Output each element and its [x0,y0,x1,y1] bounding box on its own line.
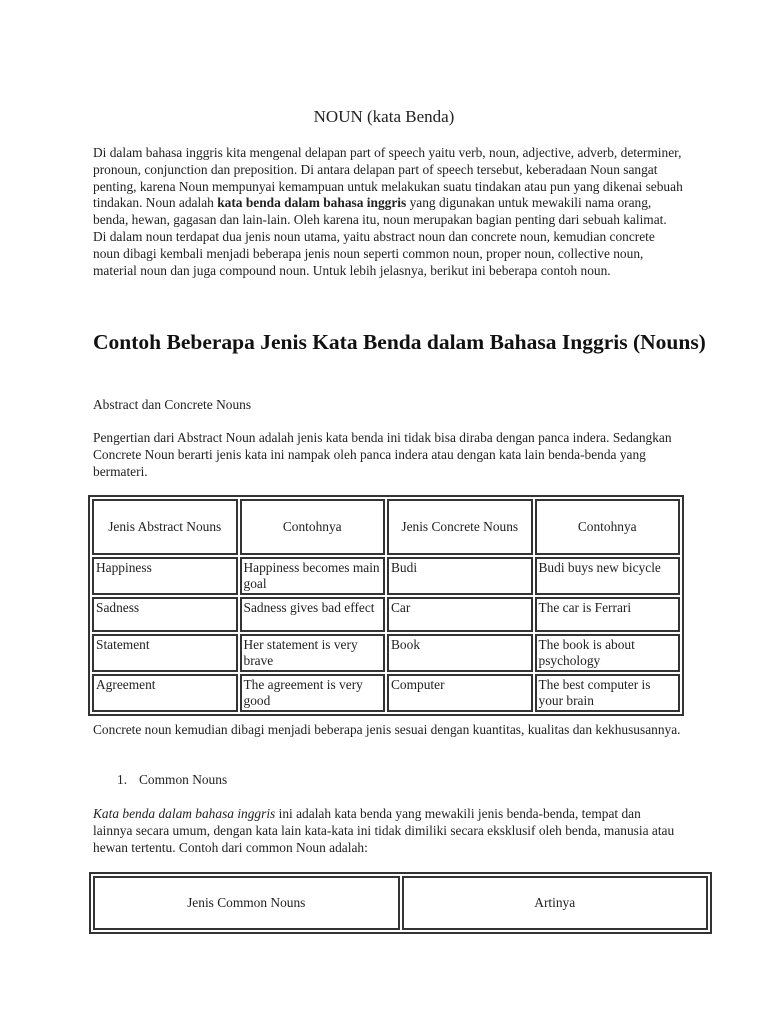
common-italic-term: Kata benda dalam bahasa inggris [93,806,276,821]
table-cell: Budi [387,557,533,595]
page-title: NOUN (kata Benda) [313,107,455,126]
table-cell: The agreement is very good [240,674,386,712]
common-noun-paragraph [93,806,683,856]
table-cell: Her statement is very brave [240,634,386,672]
common-table-header-cell: Artinya [402,876,709,930]
list-label: Common Nouns [139,772,228,787]
table-cell: Book [387,634,533,672]
table-cell: Happiness becomes main goal [240,557,386,595]
intro-text-1: Di dalam bahasa inggris kita mengenal delapan part of speech yaitu verb, noun, adjective, adverb, determiner, pronoun, conjunction dan preposition. Di antara delapan part of speech tersebut, keberadaan Noun sangat penting, karena Noun mempunyai kemampuan untuk melakukan suatu tindakan atau pun yang dikenai sebuah tindakan. Noun adalah [93,145,683,211]
list-item-common-nouns [117,772,227,788]
table-row [92,597,680,632]
table-cell: Car [387,597,533,632]
table-cell: Sadness gives bad effect [240,597,386,632]
subheading: Abstract dan Concrete Nouns [93,397,252,412]
table-cell: Computer [387,674,533,712]
common-table-header-row [93,876,708,930]
list-number: 1. [117,772,128,787]
common-table-header-cell: Jenis Common Nouns [93,876,400,930]
table-row [92,557,680,595]
table-cell: The car is Ferrari [535,597,681,632]
intro-bold-term: kata benda dalam bahasa inggris [217,195,407,211]
table-header-cell: Jenis Abstract Nouns [92,499,238,555]
table-cell: The book is about psychology [535,634,681,672]
common-text: ini adalah kata benda yang mewakili jenis benda-benda, tempat dan lainnya secara umum, dengan kata lain kata-kata ini tidak dimiliki secara eksklusif oleh benda, manusia atau hewan tertentu. Contoh dari common Noun adalah: [93,806,675,855]
table-header-cell: Contohnya [535,499,681,555]
intro-paragraph [93,145,683,279]
table-row [92,634,680,672]
intro-text-2: yang digunakan untuk mewakili nama orang, benda, hewan, gagasan dan lain-lain. Oleh karena itu, noun merupakan bagian penting dari sebuah kalimat. Di dalam noun terdapat dua jenis noun utama, yaitu abstract noun dan concrete noun, kemudian concrete noun dibagi kembali menjadi beberapa jenis noun seperti common noun, proper noun, collective noun, material noun dan juga compound noun. Untuk lebih jelasnya, berikut ini beberapa contoh noun. [93,195,667,278]
section-heading: Contoh Beberapa Jenis Kata Benda dalam Bahasa Inggris (Nouns) [93,330,706,354]
concrete-note-paragraph: Concrete noun kemudian dibagi menjadi beberapa jenis sesuai dengan kuantitas, kualitas dan kekhususannya. [93,722,681,737]
table-cell: Statement [92,634,238,672]
table-cell: The best computer is your brain [535,674,681,712]
table-cell: Budi buys new bicycle [535,557,681,595]
nouns-table [88,495,684,716]
table-header-cell: Contohnya [240,499,386,555]
definition-paragraph: Pengertian dari Abstract Noun adalah jenis kata benda ini tidak bisa diraba dengan panca indera. Sedangkan Concrete Noun berarti jenis kata ini nampak oleh panca indera atau dengan kata lain benda-benda yang bermateri. [93,430,672,479]
table-cell: Sadness [92,597,238,632]
table-header-cell: Jenis Concrete Nouns [387,499,533,555]
common-nouns-table [89,872,712,934]
table-cell: Agreement [92,674,238,712]
table-header-row [92,499,680,555]
table-row [92,674,680,712]
table-cell: Happiness [92,557,238,595]
